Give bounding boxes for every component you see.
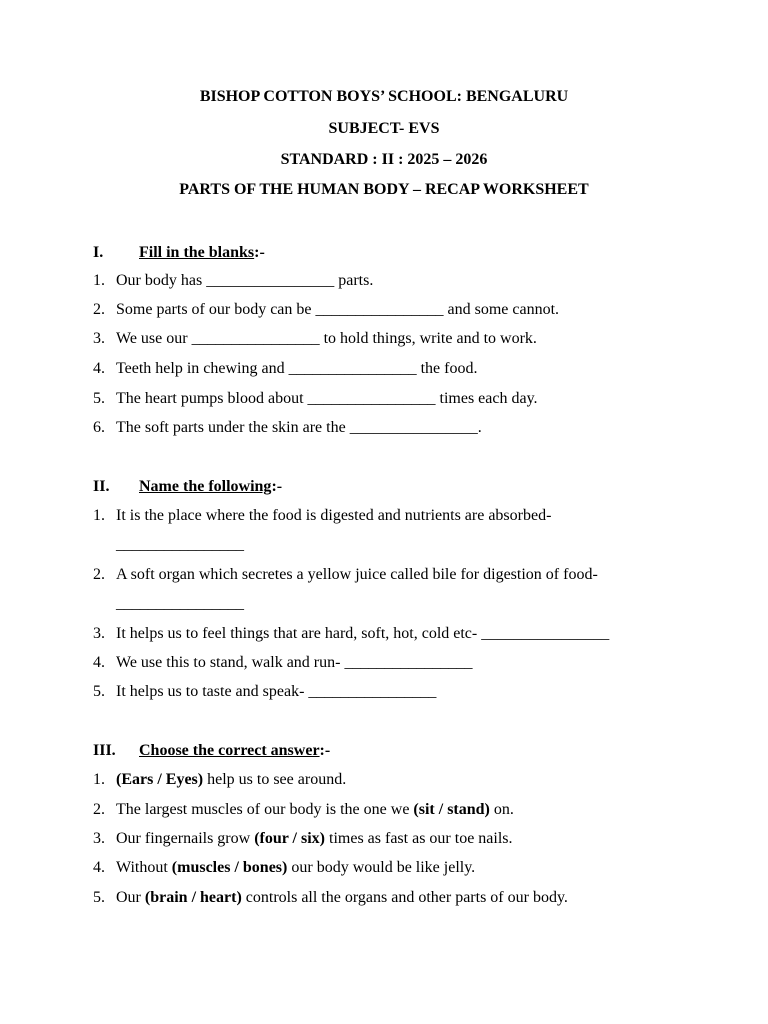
question-item: 1. Our body has ________________ parts. [93,272,374,289]
question-item: 2. The largest muscles of our body is the one we (sit / stand) on. [93,801,514,818]
question-item: 4. We use this to stand, walk and run- ________________ [93,654,473,671]
answer-blank: ________________ [116,595,244,612]
section-name-following-heading: II. Name the following:- [93,478,283,495]
question-item: 5. The heart pumps blood about ________________ times each day. [93,390,538,407]
section-numeral: III. [93,742,116,759]
answer-options: (muscles / bones) [171,859,288,876]
answer-options: (sit / stand) [413,801,490,818]
question-item: 6. The soft parts under the skin are the ________________. [93,419,482,436]
question-item: 1. It is the place where the food is digested and nutrients are absorbed- [93,507,552,524]
question-item: 4. Teeth help in chewing and ________________ the food. [93,360,478,377]
worksheet-title: PARTS OF THE HUMAN BODY – RECAP WORKSHEET [179,181,589,198]
section-title: Name the following [139,478,272,495]
school-title: BISHOP COTTON BOYS’ SCHOOL: BENGALURU [199,88,569,105]
subject-title: SUBJECT- EVS [328,120,440,137]
answer-blank: ________________ [116,536,244,553]
section-title: Fill in the blanks [139,244,255,261]
question-item: 5. It helps us to taste and speak- ________________ [93,683,437,700]
question-item: 1. (Ears / Eyes) help us to see around. [93,771,347,788]
question-item: 3. Our fingernails grow (four / six) times as fast as our toe nails. [93,830,513,847]
question-item: 3. It helps us to feel things that are hard, soft, hot, cold etc- ________________ [93,625,610,642]
section-choose-answer-heading: III. Choose the correct answer:- [93,742,331,759]
question-item: 2. Some parts of our body can be ________________ and some cannot. [93,301,560,318]
answer-options: (four / six) [254,830,325,847]
section-numeral: I. [93,244,104,261]
standard-title: STANDARD : II : 2025 – 2026 [280,151,488,168]
answer-options: (Ears / Eyes) [116,771,204,788]
section-title: Choose the correct answer [139,742,320,759]
question-item: 3. We use our ________________ to hold things, write and to work. [93,330,537,347]
question-item: 4. Without (muscles / bones) our body would be like jelly. [93,859,476,876]
answer-options: (brain / heart) [144,889,242,906]
question-item: 2. A soft organ which secretes a yellow juice called bile for digestion of food- [93,566,598,583]
section-fill-blanks-heading: I. Fill in the blanks:- [93,244,265,261]
question-item: 5. Our (brain / heart) controls all the organs and other parts of our body. [93,889,568,906]
section-numeral: II. [93,478,110,495]
